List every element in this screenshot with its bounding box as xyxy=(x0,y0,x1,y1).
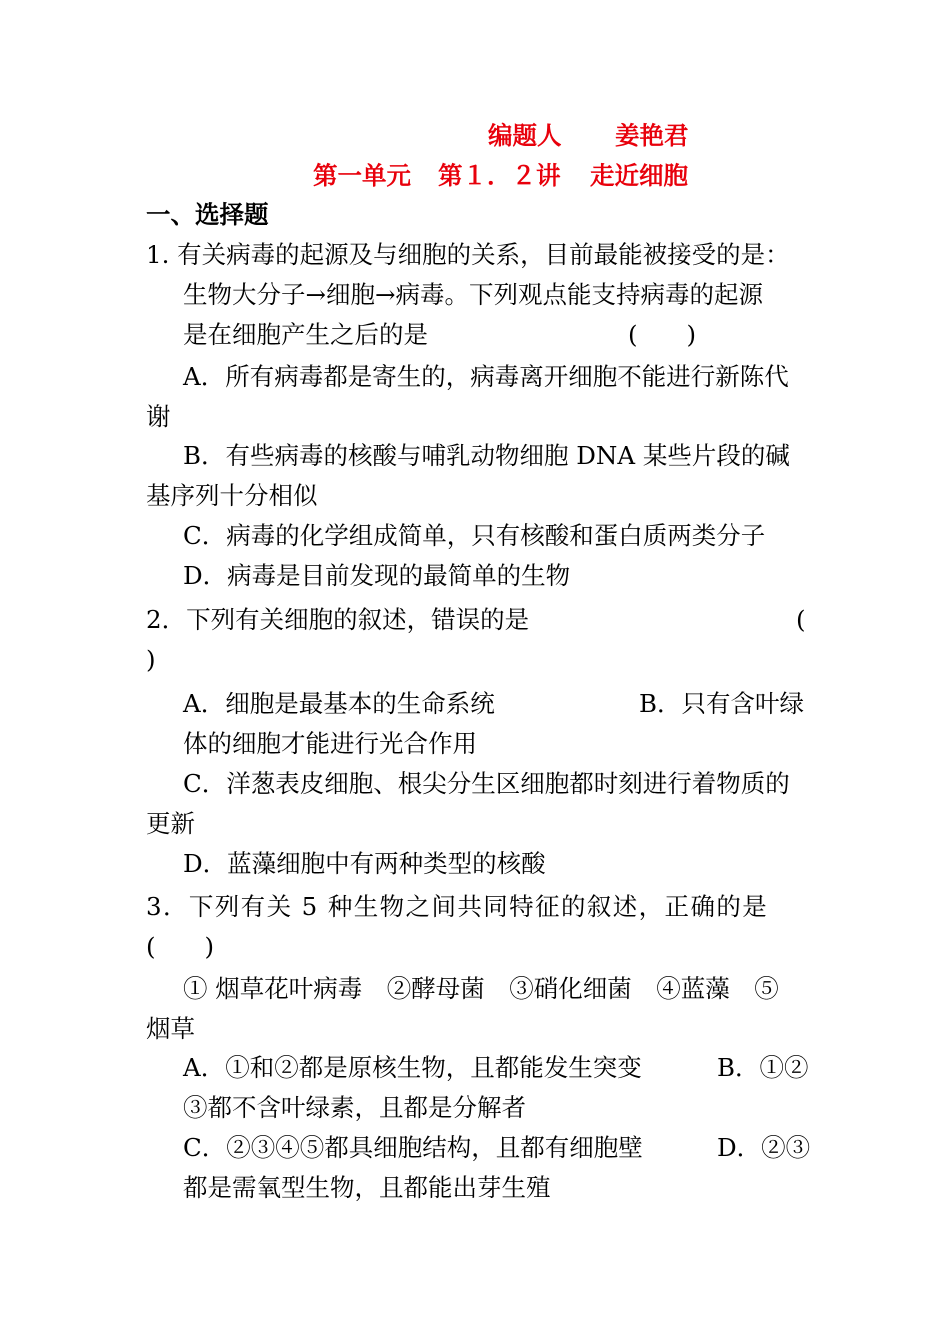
answer-parentheses: ( ) xyxy=(628,320,697,349)
option-d: D．蓝藻细胞中有两种类型的核酸 xyxy=(183,849,546,878)
option-b-continued: ③都不含叶绿素，且都是分解者 xyxy=(183,1093,526,1122)
option-c: C．洋葱表皮细胞、根尖分生区细胞都时刻进行着物质的 xyxy=(183,769,790,798)
option-d-continued: 都是需氧型生物，且都能出芽生殖 xyxy=(183,1173,551,1202)
option-b-continued: 基序列十分相似 xyxy=(146,481,318,510)
author-name: 姜艳君 xyxy=(615,121,689,150)
lecture-title: 第１．２讲 xyxy=(438,161,561,190)
option-a: A．①和②都是原核生物，且都能发生突变 xyxy=(183,1053,642,1082)
option-c-continued: 更新 xyxy=(146,809,195,838)
question-stem-line: 3．下列有关 5 种生物之间共同特征的叙述，正确的是 xyxy=(146,892,769,921)
organism-list-continued: 烟草 xyxy=(146,1014,195,1043)
question-stem-line: 是在细胞产生之后的是 xyxy=(183,320,428,349)
option-b-continued: 体的细胞才能进行光合作用 xyxy=(183,729,477,758)
question-stem-line: 1. 有关病毒的起源及与细胞的关系，目前最能被接受的是： xyxy=(146,240,790,269)
option-c: C．②③④⑤都具细胞结构，且都有细胞壁 xyxy=(183,1133,643,1162)
option-a: A．细胞是最基本的生命系统 xyxy=(183,689,495,718)
option-c: C．病毒的化学组成简单，只有核酸和蛋白质两类分子 xyxy=(183,521,766,550)
option-b: B．①② xyxy=(717,1053,809,1082)
option-a-continued: 谢 xyxy=(146,402,171,431)
option-b: B．有些病毒的核酸与哺乳动物细胞 DNA 某些片段的碱 xyxy=(183,441,790,470)
answer-parentheses: ( ) xyxy=(146,932,215,961)
question-stem-line: 2．下列有关细胞的叙述，错误的是 xyxy=(146,605,530,634)
option-d: D．病毒是目前发现的最简单的生物 xyxy=(183,561,571,590)
section-heading: 一、选择题 xyxy=(146,200,269,229)
question-stem-line: 生物大分子→细胞→病毒。下列观点能支持病毒的起源 xyxy=(183,280,764,309)
answer-paren-close: ) xyxy=(146,645,156,674)
option-b: B．只有含叶绿 xyxy=(639,689,805,718)
unit-title: 第一单元 xyxy=(313,161,411,190)
option-d: D．②③ xyxy=(717,1133,811,1162)
answer-paren-open: ( xyxy=(796,605,806,634)
option-a: A．所有病毒都是寄生的，病毒离开细胞不能进行新陈代 xyxy=(183,362,789,391)
organism-list: ① 烟草花叶病毒 ②酵母菌 ③硝化细菌 ④蓝藻 ⑤ xyxy=(183,974,779,1003)
topic-title: 走近细胞 xyxy=(590,161,688,190)
author-label: 编题人 xyxy=(488,121,562,150)
